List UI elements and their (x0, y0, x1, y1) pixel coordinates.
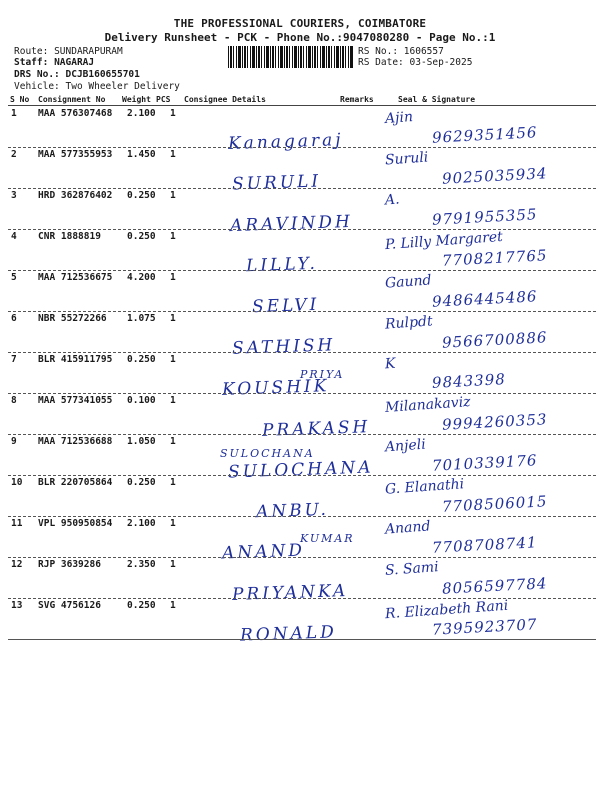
row-pcs: 1 (170, 600, 176, 611)
col-consignment: Consignment No (38, 95, 106, 104)
row-consignment-no: MAA 576307468 (38, 108, 113, 119)
row-sno: 6 (11, 313, 17, 324)
row-pcs: 1 (170, 149, 176, 160)
row-divider (8, 475, 596, 476)
row-divider (8, 270, 596, 271)
row-phone: 9486445486 (431, 287, 538, 311)
row-weight: 4.200 (127, 272, 156, 283)
barcode (228, 46, 354, 68)
row-consignment-no: BLR 220705864 (38, 477, 113, 488)
row-divider (8, 147, 596, 148)
row-sno: 12 (11, 559, 23, 570)
row-consignee-extra: SULOCHANA (220, 447, 315, 460)
row-phone: 9994260353 (441, 410, 548, 434)
row-weight: 0.250 (127, 190, 156, 201)
company-title: THE PROFESSIONAL COURIERS, COIMBATORE (173, 17, 427, 30)
row-phone: 9025035934 (441, 164, 548, 188)
row-consignee-name: SATHISH (231, 335, 336, 359)
row-weight: 0.250 (127, 600, 156, 611)
drs-line (14, 69, 140, 80)
row-signature: Rulpdt (384, 313, 434, 333)
row-consignment-no: NBR 55272266 (38, 313, 107, 324)
row-consignee-extra: PRIYA (300, 368, 345, 381)
row-sno: 11 (11, 518, 23, 529)
row-sno: 9 (11, 436, 17, 447)
row-phone: 9629351456 (431, 123, 538, 147)
row-weight: 0.250 (127, 477, 156, 488)
row-pcs: 1 (170, 559, 176, 570)
row-signature: Suruli (384, 149, 429, 169)
row-weight: 2.100 (127, 108, 156, 119)
row-divider (8, 311, 596, 312)
row-pcs: 1 (170, 272, 176, 283)
row-consignment-no: MAA 712536688 (38, 436, 113, 447)
row-signature: K (384, 355, 397, 373)
row-consignment-no: MAA 577355953 (38, 149, 113, 160)
row-weight: 0.250 (127, 231, 156, 242)
vehicle-value: Two Wheeler Delivery (65, 81, 180, 92)
row-weight: 1.050 (127, 436, 156, 447)
row-consignee-name: SURULI (231, 171, 322, 195)
vehicle-label: Vehicle: (14, 81, 60, 92)
row-sno: 3 (11, 190, 17, 201)
row-pcs: 1 (170, 436, 176, 447)
rs-no-label: RS No.: (358, 46, 399, 57)
rs-no-line (358, 46, 444, 57)
row-pcs: 1 (170, 313, 176, 324)
row-consignee-name: LILLY. (245, 253, 319, 277)
row-divider (8, 434, 596, 435)
row-signature: G. Elanathi (384, 476, 465, 498)
row-pcs: 1 (170, 518, 176, 529)
rs-date-value: 03-Sep-2025 (409, 57, 473, 68)
col-weight: Weight (122, 95, 151, 104)
row-divider (8, 557, 596, 558)
row-consignment-no: VPL 950950854 (38, 518, 113, 529)
row-sno: 1 (11, 108, 17, 119)
row-divider (8, 229, 596, 230)
row-signature: P. Lilly Margaret (384, 228, 504, 254)
row-consignee-name: SULOCHANA (227, 457, 374, 483)
row-consignment-no: RJP 3639286 (38, 559, 101, 570)
row-consignee-name: ANAND (221, 540, 306, 564)
row-pcs: 1 (170, 395, 176, 406)
row-sno: 8 (11, 395, 17, 406)
row-signature: Anjeli (384, 436, 427, 456)
row-phone: 8056597784 (441, 574, 548, 598)
row-signature: S. Sami (384, 559, 440, 579)
row-pcs: 1 (170, 477, 176, 488)
route-label: Route: (14, 46, 49, 57)
rs-date-label: RS Date: (358, 57, 404, 68)
row-phone: 7708506015 (441, 492, 548, 516)
header-divider (8, 105, 596, 106)
row-phone: 9566700886 (441, 328, 548, 352)
row-phone: 9843398 (431, 370, 507, 392)
row-phone: 7395923707 (431, 615, 538, 639)
row-sno: 10 (11, 477, 23, 488)
col-consignee-details: Consignee Details (184, 95, 266, 104)
row-weight: 2.100 (127, 518, 156, 529)
row-phone: 7708708741 (431, 533, 538, 557)
col-pcs: PCS (156, 95, 171, 104)
row-weight: 0.100 (127, 395, 156, 406)
row-consignee-extra: KUMAR (300, 532, 355, 545)
row-consignee-name: ANBU. (255, 499, 330, 523)
rs-no-value: 1606557 (403, 46, 444, 57)
rs-date-line (358, 57, 472, 68)
row-consignee-name: ARAVINDH (229, 211, 354, 237)
drs-value: DCJB160655701 (65, 69, 140, 80)
row-divider (8, 516, 596, 517)
row-divider (8, 188, 596, 189)
route-line (14, 46, 123, 57)
row-sno: 4 (11, 231, 17, 242)
row-consignee-name: PRAKASH (261, 417, 371, 441)
col-remarks: Remarks (340, 95, 374, 104)
row-consignee-name: KOUSHIK (221, 376, 330, 400)
row-consignment-no: MAA 712536675 (38, 272, 113, 283)
row-pcs: 1 (170, 190, 176, 201)
row-consignee-name: PRIYANKA (231, 580, 349, 606)
row-signature: Gaund (384, 272, 433, 292)
row-pcs: 1 (170, 231, 176, 242)
row-signature: Ajin (384, 109, 414, 127)
row-weight: 1.450 (127, 149, 156, 160)
route-value: SUNDARAPURAM (54, 46, 123, 57)
row-consignment-no: CNR 1888819 (38, 231, 101, 242)
row-consignment-no: MAA 577341055 (38, 395, 113, 406)
staff-line (14, 57, 94, 68)
row-signature: Milanakaviz (384, 394, 472, 416)
row-consignment-no: BLR 415911795 (38, 354, 113, 365)
row-consignee-name: SELVI (251, 294, 320, 318)
row-consignment-no: SVG 4756126 (38, 600, 101, 611)
row-pcs: 1 (170, 108, 176, 119)
runsheet-title: Delivery Runsheet - PCK - Phone No.:9047080280 - Page No.:1 (104, 31, 496, 44)
row-phone: 7708217765 (441, 246, 548, 270)
vehicle-line (14, 81, 180, 92)
row-consignment-no: HRD 362876402 (38, 190, 113, 201)
row-sno: 2 (11, 149, 17, 160)
row-divider (8, 393, 596, 394)
row-phone: 7010339176 (431, 451, 538, 475)
row-divider (8, 639, 596, 640)
row-sno: 5 (11, 272, 17, 283)
row-weight: 0.250 (127, 354, 156, 365)
row-pcs: 1 (170, 354, 176, 365)
row-sno: 7 (11, 354, 17, 365)
drs-label: DRS No.: (14, 69, 60, 80)
row-weight: 1.075 (127, 313, 156, 324)
col-seal-signature: Seal & Signature (398, 95, 476, 104)
row-consignee-name: RONALD (239, 622, 338, 646)
row-consignee-name: Kanagaraj (227, 129, 344, 155)
row-signature: Anand (384, 518, 431, 538)
row-signature: R. Elizabeth Rani (384, 597, 509, 623)
col-sno: S No (10, 95, 30, 104)
row-phone: 9791955355 (431, 205, 538, 229)
row-weight: 2.350 (127, 559, 156, 570)
row-divider (8, 352, 596, 353)
staff-value: NAGARAJ (54, 57, 95, 68)
staff-label: Staff: (14, 57, 49, 68)
row-signature: A. (384, 191, 401, 209)
row-sno: 13 (11, 600, 23, 611)
